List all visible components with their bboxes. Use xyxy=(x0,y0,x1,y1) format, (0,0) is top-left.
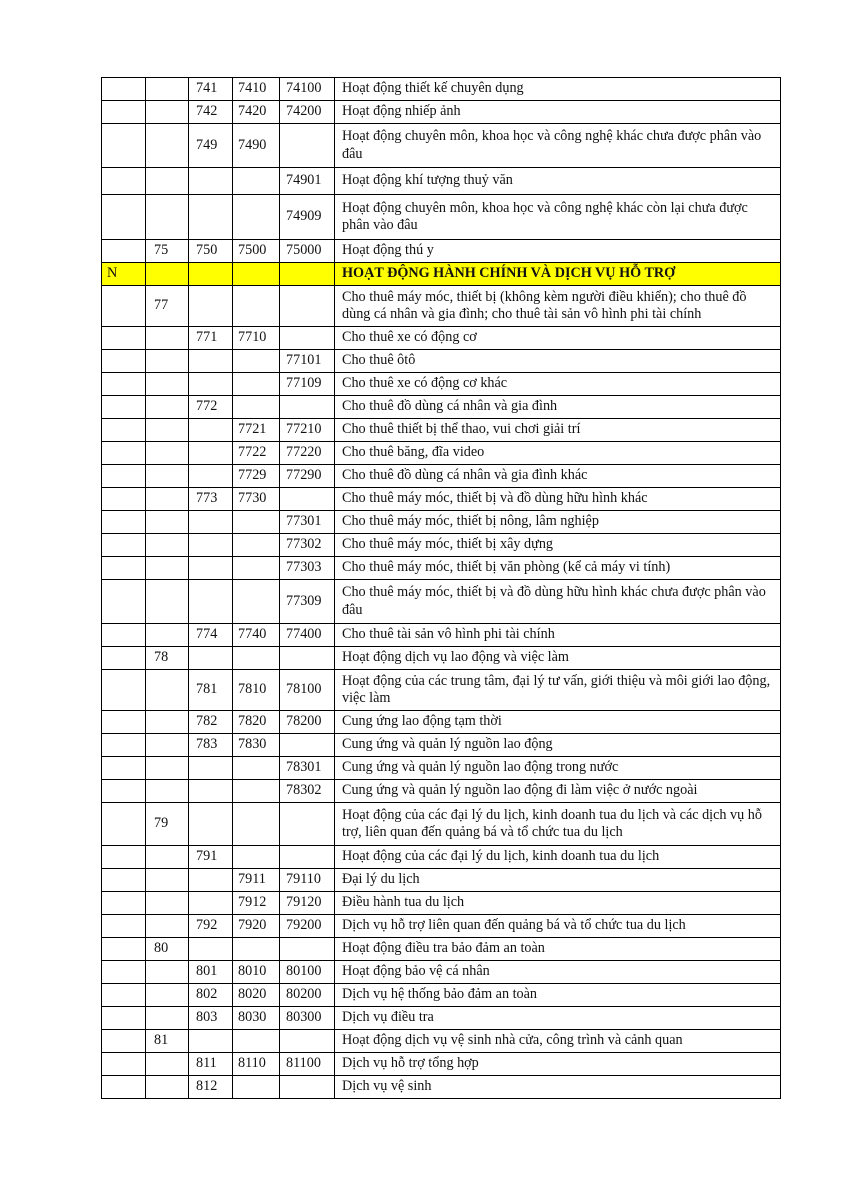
activity-description-cell: Hoạt động nhiếp ảnh xyxy=(335,101,781,124)
group-code-cell: 792 xyxy=(189,915,233,938)
division-code-cell xyxy=(146,396,189,419)
subclass-code-cell xyxy=(280,327,335,350)
group-code-cell: 783 xyxy=(189,734,233,757)
subclass-code-cell: 80300 xyxy=(280,1007,335,1030)
section-code-cell xyxy=(102,869,146,892)
section-code-cell xyxy=(102,670,146,711)
section-code-cell xyxy=(102,780,146,803)
class-code-cell xyxy=(233,647,280,670)
division-code-cell xyxy=(146,757,189,780)
activity-description-cell: Cho thuê máy móc, thiết bị văn phòng (kể cả máy vi tính) xyxy=(335,557,781,580)
activity-description-cell: Cung ứng lao động tạm thời xyxy=(335,711,781,734)
activity-description-cell: HOẠT ĐỘNG HÀNH CHÍNH VÀ DỊCH VỤ HỖ TRỢ xyxy=(335,263,781,286)
group-code-cell xyxy=(189,780,233,803)
section-code-cell xyxy=(102,1007,146,1030)
class-code-cell: 7730 xyxy=(233,488,280,511)
subclass-code-cell xyxy=(280,647,335,670)
subclass-code-cell xyxy=(280,1030,335,1053)
group-code-cell xyxy=(189,419,233,442)
group-code-cell: 811 xyxy=(189,1053,233,1076)
group-code-cell: 773 xyxy=(189,488,233,511)
section-code-cell xyxy=(102,101,146,124)
table-row xyxy=(102,757,781,780)
section-code-cell xyxy=(102,938,146,961)
activity-description-cell: Cho thuê máy móc, thiết bị và đồ dùng hữu hình khác chưa được phân vào đâu xyxy=(335,580,781,624)
group-code-cell xyxy=(189,195,233,240)
section-code-cell xyxy=(102,580,146,624)
activity-description-cell: Cho thuê tài sản vô hình phi tài chính xyxy=(335,624,781,647)
subclass-code-cell: 77220 xyxy=(280,442,335,465)
division-code-cell xyxy=(146,1007,189,1030)
group-code-cell: 791 xyxy=(189,846,233,869)
activity-description-cell: Cung ứng và quản lý nguồn lao động xyxy=(335,734,781,757)
subclass-code-cell: 77309 xyxy=(280,580,335,624)
class-code-cell: 7810 xyxy=(233,670,280,711)
group-code-cell: 781 xyxy=(189,670,233,711)
division-code-cell: 81 xyxy=(146,1030,189,1053)
table-row xyxy=(102,961,781,984)
subclass-code-cell: 77109 xyxy=(280,373,335,396)
class-code-cell xyxy=(233,286,280,327)
class-code-cell: 7920 xyxy=(233,915,280,938)
group-code-cell xyxy=(189,869,233,892)
division-code-cell xyxy=(146,961,189,984)
table-row xyxy=(102,168,781,195)
section-code-cell xyxy=(102,168,146,195)
activity-description-cell: Cung ứng và quản lý nguồn lao động đi làm việc ở nước ngoài xyxy=(335,780,781,803)
division-code-cell xyxy=(146,350,189,373)
division-code-cell xyxy=(146,442,189,465)
section-code-cell xyxy=(102,557,146,580)
table-row xyxy=(102,892,781,915)
subclass-code-cell: 77290 xyxy=(280,465,335,488)
section-code-cell xyxy=(102,1053,146,1076)
class-code-cell xyxy=(233,938,280,961)
table-row xyxy=(102,711,781,734)
division-code-cell xyxy=(146,511,189,534)
activity-description-cell: Cho thuê máy móc, thiết bị và đồ dùng hữu hình khác xyxy=(335,488,781,511)
activity-description-cell: Hoạt động thú y xyxy=(335,240,781,263)
class-code-cell: 7722 xyxy=(233,442,280,465)
class-code-cell: 7912 xyxy=(233,892,280,915)
class-code-cell: 7420 xyxy=(233,101,280,124)
subclass-code-cell xyxy=(280,488,335,511)
table-row xyxy=(102,938,781,961)
group-code-cell xyxy=(189,168,233,195)
class-code-cell xyxy=(233,803,280,846)
activity-description-cell: Cho thuê xe có động cơ khác xyxy=(335,373,781,396)
subclass-code-cell: 78200 xyxy=(280,711,335,734)
group-code-cell: 741 xyxy=(189,78,233,101)
subclass-code-cell xyxy=(280,124,335,168)
subclass-code-cell xyxy=(280,286,335,327)
class-code-cell xyxy=(233,1030,280,1053)
group-code-cell: 802 xyxy=(189,984,233,1007)
class-code-cell: 7820 xyxy=(233,711,280,734)
subclass-code-cell: 74200 xyxy=(280,101,335,124)
group-code-cell: 750 xyxy=(189,240,233,263)
division-code-cell xyxy=(146,101,189,124)
activity-description-cell: Cho thuê thiết bị thể thao, vui chơi giải trí xyxy=(335,419,781,442)
class-code-cell xyxy=(233,780,280,803)
group-code-cell xyxy=(189,757,233,780)
subclass-code-cell: 75000 xyxy=(280,240,335,263)
group-code-cell: 749 xyxy=(189,124,233,168)
section-code-cell xyxy=(102,442,146,465)
table-row xyxy=(102,534,781,557)
class-code-cell: 8020 xyxy=(233,984,280,1007)
section-header-row xyxy=(102,263,781,286)
class-code-cell: 7830 xyxy=(233,734,280,757)
table-row xyxy=(102,647,781,670)
division-code-cell xyxy=(146,419,189,442)
division-code-cell xyxy=(146,195,189,240)
section-code-cell xyxy=(102,1076,146,1099)
subclass-code-cell: 78301 xyxy=(280,757,335,780)
group-code-cell xyxy=(189,803,233,846)
subclass-code-cell xyxy=(280,846,335,869)
activity-description-cell: Dịch vụ hỗ trợ tổng hợp xyxy=(335,1053,781,1076)
division-code-cell xyxy=(146,488,189,511)
class-code-cell: 7710 xyxy=(233,327,280,350)
section-code-cell xyxy=(102,240,146,263)
activity-description-cell: Hoạt động của các đại lý du lịch, kinh doanh tua du lịch xyxy=(335,846,781,869)
subclass-code-cell: 77400 xyxy=(280,624,335,647)
table-row xyxy=(102,580,781,624)
division-code-cell xyxy=(146,78,189,101)
table-row xyxy=(102,803,781,846)
table-row xyxy=(102,101,781,124)
group-code-cell xyxy=(189,286,233,327)
group-code-cell xyxy=(189,580,233,624)
subclass-code-cell: 74901 xyxy=(280,168,335,195)
class-code-cell: 7410 xyxy=(233,78,280,101)
subclass-code-cell xyxy=(280,396,335,419)
section-code-cell xyxy=(102,961,146,984)
activity-description-cell: Hoạt động thiết kế chuyên dụng xyxy=(335,78,781,101)
section-code-cell xyxy=(102,846,146,869)
class-code-cell xyxy=(233,350,280,373)
division-code-cell xyxy=(146,263,189,286)
division-code-cell xyxy=(146,580,189,624)
table-row xyxy=(102,1007,781,1030)
group-code-cell: 771 xyxy=(189,327,233,350)
table-row xyxy=(102,240,781,263)
group-code-cell xyxy=(189,442,233,465)
activity-description-cell: Cho thuê đồ dùng cá nhân và gia đình xyxy=(335,396,781,419)
class-code-cell: 8110 xyxy=(233,1053,280,1076)
class-code-cell xyxy=(233,511,280,534)
activity-description-cell: Hoạt động chuyên môn, khoa học và công nghệ khác còn lại chưa được phân vào đâu xyxy=(335,195,781,240)
table-row xyxy=(102,373,781,396)
activity-description-cell: Hoạt động của các trung tâm, đại lý tư vấn, giới thiệu và môi giới lao động, việc làm xyxy=(335,670,781,711)
group-code-cell xyxy=(189,373,233,396)
subclass-code-cell xyxy=(280,938,335,961)
section-code-cell xyxy=(102,892,146,915)
section-code-cell xyxy=(102,286,146,327)
division-code-cell xyxy=(146,124,189,168)
section-code-cell xyxy=(102,984,146,1007)
group-code-cell: 801 xyxy=(189,961,233,984)
activity-description-cell: Cho thuê băng, đĩa video xyxy=(335,442,781,465)
section-code-cell xyxy=(102,373,146,396)
table-row xyxy=(102,869,781,892)
division-code-cell xyxy=(146,780,189,803)
class-code-cell xyxy=(233,195,280,240)
activity-description-cell: Cho thuê máy móc, thiết bị (không kèm người điều khiển); cho thuê đồ dùng cá nhân và gia đình; cho thuê tài sản vô hình phi tài chính xyxy=(335,286,781,327)
subclass-code-cell: 77303 xyxy=(280,557,335,580)
activity-description-cell: Hoạt động khí tượng thuỷ văn xyxy=(335,168,781,195)
group-code-cell xyxy=(189,350,233,373)
group-code-cell xyxy=(189,263,233,286)
table-row xyxy=(102,734,781,757)
division-code-cell xyxy=(146,846,189,869)
class-code-cell xyxy=(233,557,280,580)
activity-description-cell: Cho thuê đồ dùng cá nhân và gia đình khác xyxy=(335,465,781,488)
section-code-cell xyxy=(102,711,146,734)
activity-description-cell: Cho thuê máy móc, thiết bị nông, lâm nghiệp xyxy=(335,511,781,534)
subclass-code-cell: 77210 xyxy=(280,419,335,442)
division-code-cell: 78 xyxy=(146,647,189,670)
subclass-code-cell: 79200 xyxy=(280,915,335,938)
group-code-cell xyxy=(189,465,233,488)
section-code-cell xyxy=(102,124,146,168)
table-row xyxy=(102,1053,781,1076)
subclass-code-cell: 80100 xyxy=(280,961,335,984)
division-code-cell xyxy=(146,984,189,1007)
group-code-cell xyxy=(189,1030,233,1053)
division-code-cell xyxy=(146,670,189,711)
table-row xyxy=(102,465,781,488)
section-code-cell xyxy=(102,419,146,442)
section-code-cell xyxy=(102,511,146,534)
table-row xyxy=(102,557,781,580)
table-row xyxy=(102,419,781,442)
subclass-code-cell: 78100 xyxy=(280,670,335,711)
division-code-cell xyxy=(146,711,189,734)
class-code-cell xyxy=(233,757,280,780)
activity-description-cell: Cho thuê xe có động cơ xyxy=(335,327,781,350)
division-code-cell: 80 xyxy=(146,938,189,961)
class-code-cell xyxy=(233,580,280,624)
group-code-cell: 803 xyxy=(189,1007,233,1030)
table-row xyxy=(102,1030,781,1053)
subclass-code-cell: 78302 xyxy=(280,780,335,803)
section-code-cell xyxy=(102,734,146,757)
division-code-cell xyxy=(146,534,189,557)
division-code-cell xyxy=(146,168,189,195)
subclass-code-cell xyxy=(280,734,335,757)
section-code-cell xyxy=(102,647,146,670)
section-code-cell: N xyxy=(102,263,146,286)
activity-description-cell: Đại lý du lịch xyxy=(335,869,781,892)
class-code-cell xyxy=(233,534,280,557)
activity-description-cell: Cung ứng và quản lý nguồn lao động trong nước xyxy=(335,757,781,780)
group-code-cell xyxy=(189,511,233,534)
activity-description-cell: Hoạt động của các đại lý du lịch, kinh doanh tua du lịch và các dịch vụ hỗ trợ, liên quan đến quảng bá và tổ chức tua du lịch xyxy=(335,803,781,846)
activity-description-cell: Cho thuê máy móc, thiết bị xây dựng xyxy=(335,534,781,557)
subclass-code-cell: 74909 xyxy=(280,195,335,240)
class-code-cell xyxy=(233,168,280,195)
table-row xyxy=(102,670,781,711)
table-row xyxy=(102,624,781,647)
activity-description-cell: Hoạt động dịch vụ vệ sinh nhà cửa, công trình và cảnh quan xyxy=(335,1030,781,1053)
table-row xyxy=(102,327,781,350)
division-code-cell xyxy=(146,624,189,647)
section-code-cell xyxy=(102,465,146,488)
activity-description-cell: Cho thuê ôtô xyxy=(335,350,781,373)
subclass-code-cell: 79120 xyxy=(280,892,335,915)
section-code-cell xyxy=(102,1030,146,1053)
table-row xyxy=(102,442,781,465)
group-code-cell: 742 xyxy=(189,101,233,124)
section-code-cell xyxy=(102,488,146,511)
activity-description-cell: Hoạt động bảo vệ cá nhân xyxy=(335,961,781,984)
activity-description-cell: Dịch vụ hệ thống bảo đảm an toàn xyxy=(335,984,781,1007)
table-row xyxy=(102,780,781,803)
group-code-cell: 774 xyxy=(189,624,233,647)
division-code-cell xyxy=(146,915,189,938)
table-row xyxy=(102,350,781,373)
subclass-code-cell xyxy=(280,803,335,846)
division-code-cell xyxy=(146,869,189,892)
class-code-cell: 7911 xyxy=(233,869,280,892)
division-code-cell xyxy=(146,1053,189,1076)
table-row xyxy=(102,511,781,534)
table-row xyxy=(102,846,781,869)
group-code-cell: 782 xyxy=(189,711,233,734)
section-code-cell xyxy=(102,350,146,373)
class-code-cell: 7740 xyxy=(233,624,280,647)
section-code-cell xyxy=(102,195,146,240)
class-code-cell: 7729 xyxy=(233,465,280,488)
section-code-cell xyxy=(102,757,146,780)
division-code-cell xyxy=(146,557,189,580)
subclass-code-cell: 77302 xyxy=(280,534,335,557)
subclass-code-cell xyxy=(280,263,335,286)
class-code-cell: 7721 xyxy=(233,419,280,442)
class-code-cell xyxy=(233,263,280,286)
subclass-code-cell xyxy=(280,1076,335,1099)
table-row xyxy=(102,78,781,101)
group-code-cell xyxy=(189,938,233,961)
class-code-cell: 8030 xyxy=(233,1007,280,1030)
activity-description-cell: Dịch vụ vệ sinh xyxy=(335,1076,781,1099)
division-code-cell xyxy=(146,892,189,915)
section-code-cell xyxy=(102,803,146,846)
table-row xyxy=(102,488,781,511)
division-code-cell: 79 xyxy=(146,803,189,846)
division-code-cell xyxy=(146,465,189,488)
section-code-cell xyxy=(102,915,146,938)
activity-description-cell: Hoạt động dịch vụ lao động và việc làm xyxy=(335,647,781,670)
division-code-cell: 75 xyxy=(146,240,189,263)
activity-description-cell: Dịch vụ điều tra xyxy=(335,1007,781,1030)
table-row xyxy=(102,984,781,1007)
group-code-cell: 772 xyxy=(189,396,233,419)
class-code-cell xyxy=(233,396,280,419)
group-code-cell xyxy=(189,557,233,580)
group-code-cell: 812 xyxy=(189,1076,233,1099)
class-code-cell xyxy=(233,373,280,396)
division-code-cell xyxy=(146,734,189,757)
subclass-code-cell: 74100 xyxy=(280,78,335,101)
table-row xyxy=(102,124,781,168)
section-code-cell xyxy=(102,534,146,557)
class-code-cell xyxy=(233,846,280,869)
section-code-cell xyxy=(102,624,146,647)
class-code-cell: 7500 xyxy=(233,240,280,263)
subclass-code-cell: 81100 xyxy=(280,1053,335,1076)
class-code-cell: 8010 xyxy=(233,961,280,984)
subclass-code-cell: 80200 xyxy=(280,984,335,1007)
section-code-cell xyxy=(102,78,146,101)
table-row xyxy=(102,195,781,240)
class-code-cell: 7490 xyxy=(233,124,280,168)
activity-description-cell: Hoạt động chuyên môn, khoa học và công nghệ khác chưa được phân vào đâu xyxy=(335,124,781,168)
subclass-code-cell: 77301 xyxy=(280,511,335,534)
subclass-code-cell: 79110 xyxy=(280,869,335,892)
division-code-cell xyxy=(146,1076,189,1099)
table-body xyxy=(102,78,781,1099)
group-code-cell xyxy=(189,534,233,557)
class-code-cell xyxy=(233,1076,280,1099)
industry-code-table xyxy=(101,77,781,1099)
section-code-cell xyxy=(102,396,146,419)
division-code-cell: 77 xyxy=(146,286,189,327)
division-code-cell xyxy=(146,327,189,350)
table-row xyxy=(102,286,781,327)
activity-description-cell: Dịch vụ hỗ trợ liên quan đến quảng bá và tổ chức tua du lịch xyxy=(335,915,781,938)
table-row xyxy=(102,396,781,419)
activity-description-cell: Hoạt động điều tra bảo đảm an toàn xyxy=(335,938,781,961)
activity-description-cell: Điều hành tua du lịch xyxy=(335,892,781,915)
division-code-cell xyxy=(146,373,189,396)
section-code-cell xyxy=(102,327,146,350)
subclass-code-cell: 77101 xyxy=(280,350,335,373)
group-code-cell xyxy=(189,892,233,915)
table-row xyxy=(102,1076,781,1099)
table-row xyxy=(102,915,781,938)
group-code-cell xyxy=(189,647,233,670)
